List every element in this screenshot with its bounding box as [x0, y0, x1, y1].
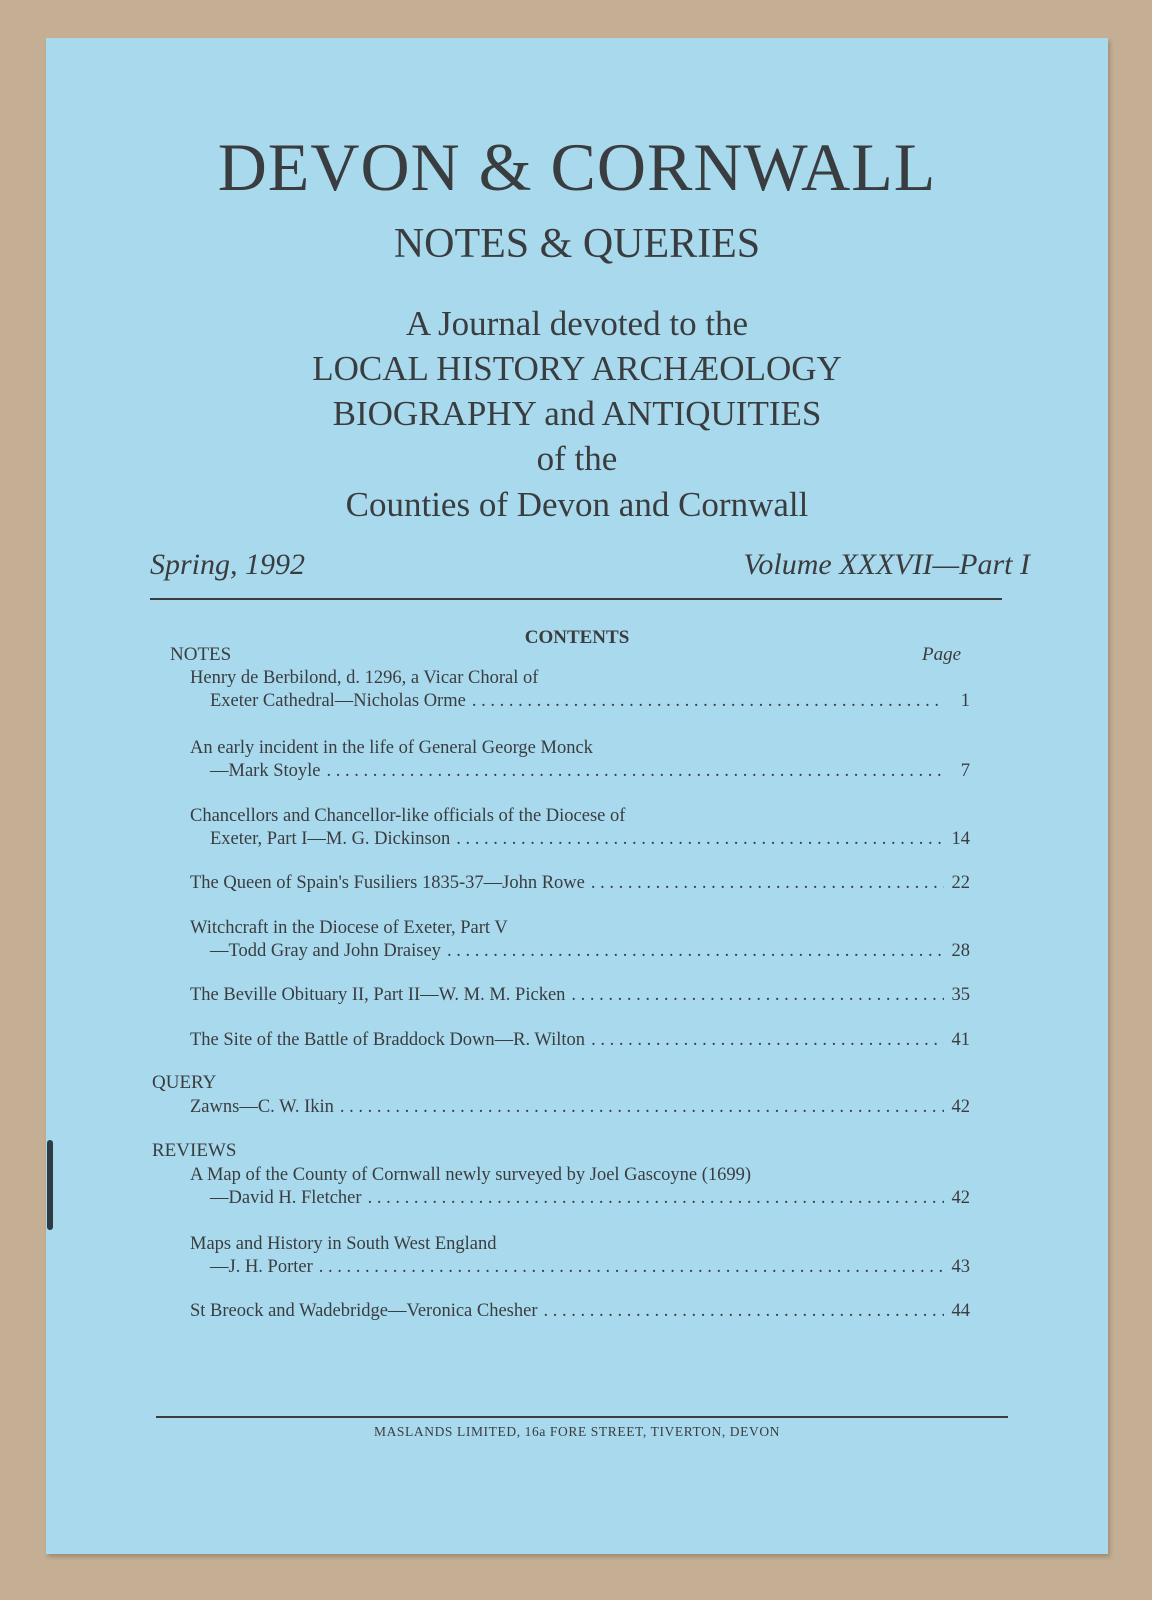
description-line: Counties of Devon and Cornwall	[345, 485, 809, 524]
toc-entry	[190, 984, 970, 1007]
toc-entry-title: The Queen of Spain's Fusiliers 1835-37—John Rowe	[190, 873, 585, 893]
dot-leader	[591, 1029, 944, 1052]
toc-entry-title: An early incident in the life of General George Monck	[190, 738, 593, 758]
toc-entry	[190, 872, 970, 895]
toc-entry-author: —David H. Fletcher	[210, 1188, 362, 1208]
dot-leader	[368, 1187, 944, 1210]
toc-entry	[190, 1096, 970, 1119]
toc-entry-page: 28	[951, 941, 970, 961]
reviews-section-label: REVIEWS	[152, 1140, 237, 1161]
toc-entry-title: Chancellors and Chancellor-like officials of the Diocese of	[190, 806, 626, 826]
toc-entry-page: 42	[951, 1097, 970, 1117]
toc-entry-page: 22	[951, 873, 970, 893]
toc-entry-title: Witchcraft in the Diocese of Exeter, Part V	[190, 918, 508, 938]
printer-imprint: MASLANDS LIMITED, 16a FORE STREET, TIVERTON, DEVON	[373, 1424, 781, 1439]
dot-leader	[456, 828, 944, 851]
toc-entry	[210, 760, 970, 783]
journal-cover	[46, 38, 1108, 1554]
dot-leader	[472, 690, 944, 713]
toc-entry-page: 43	[951, 1257, 970, 1277]
toc-entry	[210, 1187, 970, 1210]
toc-entry	[210, 690, 970, 713]
dot-leader	[447, 940, 944, 963]
toc-entry	[190, 1029, 970, 1052]
toc-entry-page: 44	[951, 1301, 970, 1321]
description-line: of the	[536, 439, 618, 478]
dot-leader	[571, 984, 944, 1007]
staple-binding	[47, 1140, 53, 1230]
contents-heading: CONTENTS	[524, 627, 630, 648]
dot-leader	[319, 1256, 944, 1279]
toc-entry-author: Exeter Cathedral—Nicholas Orme	[210, 691, 466, 711]
toc-entry-title: A Map of the County of Cornwall newly surveyed by Joel Gascoyne (1699)	[190, 1165, 752, 1185]
toc-entry-title: The Beville Obituary II, Part II—W. M. M. Picken	[190, 985, 566, 1005]
toc-entry-author: —J. H. Porter	[210, 1257, 313, 1277]
journal-subtitle: NOTES & QUERIES	[393, 221, 761, 267]
page-column-label: Page	[922, 644, 962, 665]
toc-entry-title: Henry de Berbilond, d. 1296, a Vicar Choral of	[190, 668, 539, 688]
top-divider	[150, 598, 1002, 600]
issue-date: Spring, 1992	[150, 548, 306, 581]
toc-entry	[210, 1256, 970, 1279]
dot-leader	[544, 1300, 944, 1323]
toc-entry-page: 41	[951, 1030, 970, 1050]
toc-entry-title: Zawns—C. W. Ikin	[190, 1097, 334, 1117]
toc-entry-page: 1	[960, 691, 970, 711]
description-line: BIOGRAPHY and ANTIQUITIES	[332, 394, 822, 433]
toc-entry-page: 42	[951, 1188, 970, 1208]
toc-entry-author: Exeter, Part I—M. G. Dickinson	[210, 829, 451, 849]
toc-entry-page: 7	[960, 761, 970, 781]
toc-entry-author: —Mark Stoyle	[210, 761, 321, 781]
toc-entry-title: Maps and History in South West England	[190, 1234, 497, 1254]
volume-number: Volume XXXVII—Part I	[743, 548, 1030, 581]
toc-entry-title: St Breock and Wadebridge—Veronica Chesher	[190, 1301, 538, 1321]
toc-entry	[190, 1300, 970, 1323]
toc-entry-page: 35	[951, 985, 970, 1005]
dot-leader	[340, 1096, 944, 1119]
journal-title: DEVON & CORNWALL	[217, 129, 937, 205]
toc-entry-author: —Todd Gray and John Draisey	[210, 941, 441, 961]
description-line: LOCAL HISTORY ARCHÆOLOGY	[312, 349, 842, 388]
dot-leader	[591, 872, 944, 895]
toc-entry-page: 14	[951, 829, 970, 849]
bottom-divider	[156, 1416, 1008, 1418]
toc-entry	[210, 828, 970, 851]
description-line: A Journal devoted to the	[405, 304, 749, 343]
toc-entry	[210, 940, 970, 963]
dot-leader	[326, 760, 944, 783]
query-section-label: QUERY	[152, 1072, 217, 1093]
notes-section-label: NOTES	[170, 644, 232, 665]
toc-entry-title: The Site of the Battle of Braddock Down—R. Wilton	[190, 1030, 586, 1050]
